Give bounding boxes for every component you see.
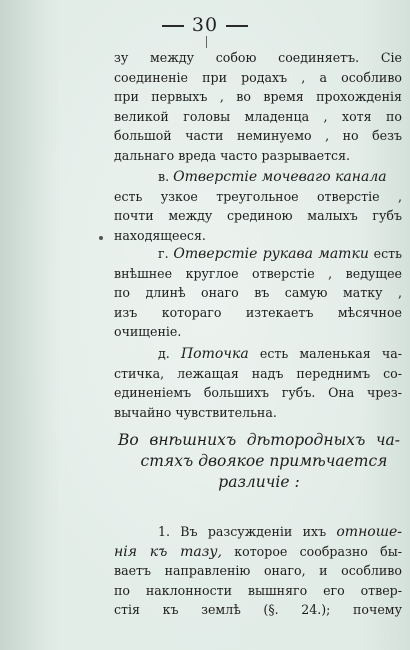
paragraph-1: [114, 48, 402, 166]
text-line: [114, 522, 402, 542]
text-line: соединеніе при родахъ , а особливо: [114, 69, 402, 85]
item-term: нія къ тазу,: [114, 543, 222, 560]
paragraph-2: [114, 167, 402, 245]
item-letter: г.: [158, 246, 169, 261]
text-line: [114, 600, 402, 620]
text-line: по наклонности вышняго его отвер-: [114, 582, 402, 598]
text-line: стичка, лежащая надъ переднимъ со-: [114, 365, 402, 381]
item-text: почему: [353, 602, 402, 618]
text-line: единеніемъ большихъ губъ. Она чрез-: [114, 385, 402, 401]
item-term: отноше-: [336, 524, 402, 540]
item-term: Поточка: [180, 346, 249, 362]
dash-right: [226, 25, 248, 27]
text-line: почти между срединою малыхъ губъ: [114, 208, 402, 224]
section-heading: [118, 430, 400, 493]
page-edge-shadow: [0, 0, 60, 650]
item-text: есть маленькая ча-: [259, 346, 402, 361]
text-line: изъ котораго изтекаетъ мѣсячное: [114, 304, 402, 320]
ink-mark: [206, 36, 207, 48]
item-text: есть: [373, 246, 402, 261]
paragraph-5: [114, 522, 402, 620]
page-number-value: 30: [191, 14, 219, 36]
text-line: очищеніе.: [114, 324, 182, 340]
text-line: есть узкое треугольное отверстіе ,: [114, 188, 402, 204]
text-line: при первыхъ , во время прохожденія: [114, 89, 402, 105]
text-line: по длинѣ онаго въ самую матку ,: [114, 285, 402, 301]
item-letter: в.: [158, 169, 170, 184]
text-line: дальнаго вреда часто разрывается.: [114, 147, 351, 163]
dash-left: [162, 25, 184, 27]
text-line: [114, 167, 402, 187]
heading-line: различіе :: [218, 473, 300, 491]
text-line: ваетъ направленію онаго, и особливо: [114, 563, 402, 579]
text-line: находящееся.: [114, 227, 206, 243]
item-term: Отверстіе рукава матки: [173, 246, 369, 262]
text-line: [114, 542, 402, 562]
text-line: большой части неминуемо , но безъ: [114, 128, 402, 144]
item-letter: д.: [158, 346, 170, 361]
paragraph-3: [114, 244, 402, 342]
item-text: стія къ землѣ (§. 24.);: [114, 602, 331, 618]
page-number: [0, 14, 410, 36]
heading-line: Во внѣшнихъ дѣтородныхъ ча-: [118, 431, 400, 449]
text-line: зу между собою соединяетъ. Сіе: [114, 50, 402, 65]
text-line: [114, 244, 402, 264]
text-line: великой головы младенца , хотя по: [114, 108, 402, 124]
paragraph-4: [114, 344, 402, 422]
item-text: Въ разсужденіи ихъ: [180, 524, 327, 539]
item-number: 1.: [158, 524, 171, 539]
heading-line: стяхъ двоякое примѣчается: [140, 452, 388, 470]
text-line: [114, 344, 402, 364]
text-line: вычайно чувствительна.: [114, 404, 277, 420]
ink-dot: [99, 236, 103, 240]
item-text: которое сообразно бы-: [234, 543, 402, 559]
item-term: Отверстіе мочеваго канала: [173, 169, 387, 185]
text-line: внѣшнее круглое отверстіе , ведущее: [114, 265, 402, 281]
